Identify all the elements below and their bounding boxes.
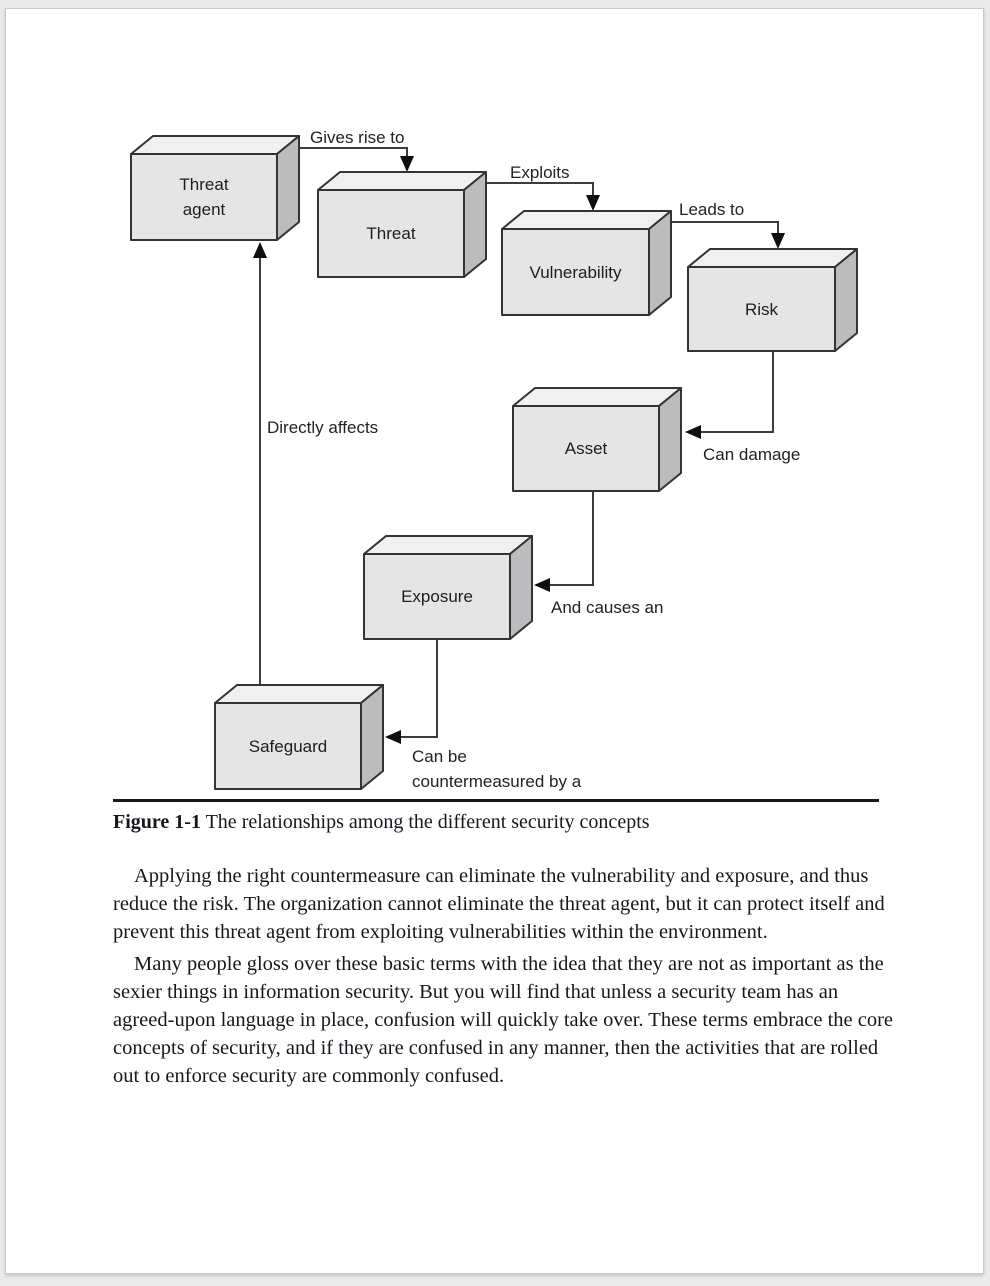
box-label-safeguard: Safeguard — [248, 736, 328, 756]
connector-leads-to — [671, 222, 778, 247]
connector-label-directly-affects: Directly affects — [267, 418, 379, 437]
body-paragraph-1: Applying the right countermeasure can eliminate the vulnerability and exposure, and thus reduce the risk. The organization cannot eliminate the threat agent, but it can protect itself and prevent this threat agent from exploiting vulnerabilities within the environment. — [113, 865, 885, 943]
connector-label-gives-rise-to: Gives rise to — [310, 128, 405, 147]
box-label-risk: Risk — [744, 299, 779, 319]
box-label-asset: Asset — [564, 439, 608, 458]
box-label-vulnerability: Vulnerability — [529, 262, 622, 282]
connector-label-exploits: Exploits — [510, 163, 570, 182]
text-block — [113, 799, 903, 1094]
connector-label-can-damage: Can damage — [703, 445, 801, 464]
box-label-threat: Threat — [366, 224, 416, 243]
connector-can-be-countermeasured — [387, 639, 437, 737]
connector-can-damage — [687, 351, 773, 432]
figure-caption — [113, 809, 903, 835]
connector-label-leads-to: Leads to — [679, 200, 745, 219]
figure-caption-text: The relationships among the different security concepts — [205, 811, 650, 833]
connector-label-can-be-countermeasured: Can be countermeasured by a — [412, 747, 582, 791]
connector-and-causes-an — [536, 491, 593, 585]
connector-gives-rise-to — [299, 148, 407, 170]
box-label-exposure: Exposure — [401, 587, 473, 606]
figure-rule — [113, 799, 879, 802]
body-paragraph-2: Many people gloss over these basic terms with the idea that they are not as important as the sexier things in information security. But you will find that unless a security team has an agreed-upon language in place, confusion will quickly take over. These terms embrace the core concepts of security, and if they are confused in any manner, then the activities that are rolled out to enforce security are commonly confused. — [113, 953, 894, 1087]
connector-exploits — [485, 183, 593, 209]
connector-label-and-causes-an: And causes an — [551, 598, 664, 617]
box-label-threat-agent: Threat agent — [179, 175, 229, 219]
figure-caption-number: Figure 1-1 — [113, 811, 201, 833]
